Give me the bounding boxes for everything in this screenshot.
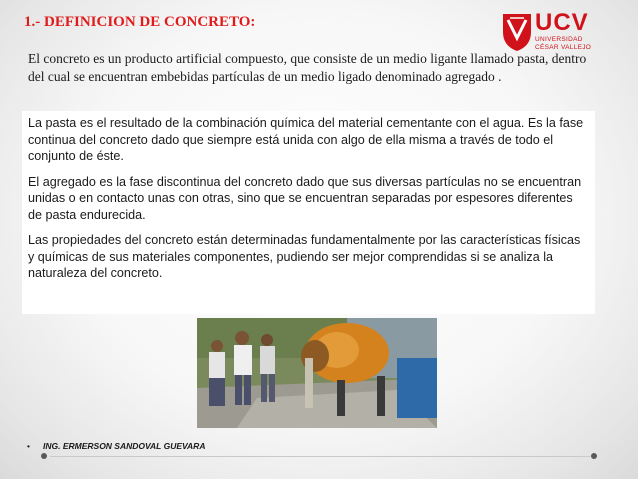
logo-name: UCV <box>535 9 589 36</box>
corner-dot-right <box>591 453 597 459</box>
intro-text: El concreto es un producto artificial compuesto, que consiste de un medio ligante llamado pasta, dentro del cual se encuentran embebidas partículas de un medio ligado denominado agregado . <box>28 51 587 84</box>
footer-divider <box>50 456 590 457</box>
footer <box>27 441 205 451</box>
logo-subtitle-1: UNIVERSIDAD <box>535 36 583 43</box>
logo-subtitle-2: CÉSAR VALLEJO <box>535 44 592 51</box>
paragraph-propiedades: Las propiedades del concreto están determinadas fundamentalmente por las características físicas y químicas de sus materiales componentes, pudiendo ser mejor comprendidas si se analiza la naturaleza del concreto. <box>28 233 581 280</box>
paragraph-pasta: La pasta es el resultado de la combinación química del material cementante con el agua. Es la fase continua del concreto dado que siempre está unida con algo de ella misma a través de todo el conjunto de éste. <box>28 116 584 163</box>
concrete-mixer-photo <box>197 318 437 428</box>
corner-dot-left <box>41 453 47 459</box>
paragraph-agregado: El agregado es la fase discontinua del concreto dado que sus diversas partículas no se encuentran unidas o en contacto unas con otras, sino que se encuentran separadas por espesores diferentes de pasta endurecida. <box>28 174 582 222</box>
ucv-logo <box>501 10 601 54</box>
slide-title: 1.- DEFINICION DE CONCRETO: <box>24 14 256 30</box>
footer-bullet: • <box>27 441 30 451</box>
ucv-emblem-icon <box>501 12 533 52</box>
definition-box <box>22 111 595 314</box>
footer-author: ING. ERMERSON SANDOVAL GUEVARA <box>43 441 206 451</box>
